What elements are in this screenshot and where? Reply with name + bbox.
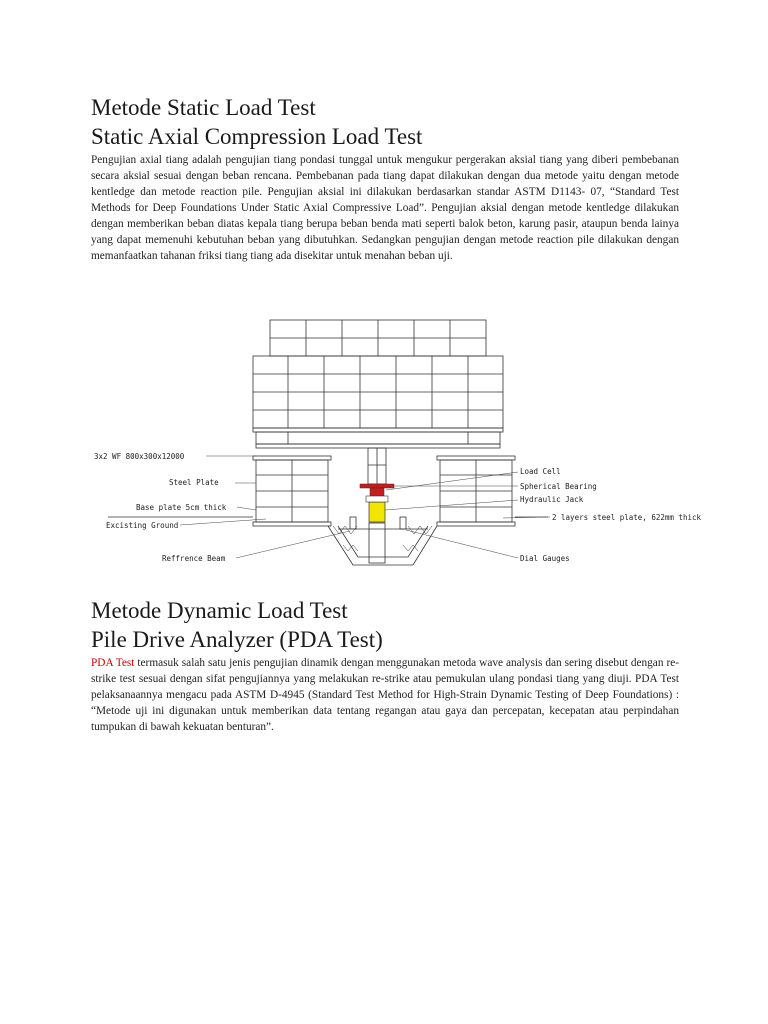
label-reference-beam: Reffrence Beam: [162, 554, 226, 563]
kentledge-load-test-diagram: [88, 305, 702, 585]
label-load-cell: Load Cell: [520, 467, 561, 476]
excavation-pit: [328, 526, 437, 565]
wf-main-beams: [256, 432, 500, 444]
label-hydraulic-jack: Hydraulic Jack: [520, 495, 584, 504]
label-beam: 3x2 WF 800x300x12000: [94, 452, 185, 461]
top-steel-plate: [253, 428, 503, 432]
section-heading-dynamic: Metode Dynamic Load Test: [91, 598, 348, 623]
pda-test-link[interactable]: PDA Test: [91, 657, 135, 669]
static-test-paragraph: Pengujian axial tiang adalah pengujian tiang pondasi tunggal untuk mengukur pergerakan aksial tiang yang diberi pembebanan secara aksial sesuai dengan beban rencana. Pembebanan pada tiang dapat dilakukan dengan dua metode yaitu dengan metode kentledge dan metode reaction pile. Pengujian aksial ini dilakukan berdasarkan standar ASTM D1143- 07, “Standard Test Methods for Deep Foundations Under Static Axial Compressive Load”. Pengujian aksial dengan metode kentledge dilakukan dengan memberikan beban diatas kepala tiang berupa beban benda mati seperti balok beton, karung pasir, ataupun benda lainya yang dapat memenuhi kebutuhan beban yang dibutuhkan. Sedangkan pengujian dengan metode reaction pile dilakukan dengan memanfaatkan tahanan friksi tiang tiang ada disekitar untuk menahan beban uji.: [91, 154, 679, 262]
label-existing-ground: Excisting Ground: [106, 521, 179, 530]
label-spherical-bearing: Spherical Bearing: [520, 482, 597, 491]
hydraulic-jack: [369, 502, 385, 522]
pda-test-paragraph-text: termasuk salah satu jenis pengujian dinamik dengan menggunakan metoda wave analysis dan sering disebut dengan re-strike test sesuai dengan sifat pengujiannya yang melakukan re-strike atau pemukulan ulang pondasi tiang yang diuji. PDA Test pelaksanaannya mengacu pada ASTM D-4945 (Standard Test Method for High-Strain Dynamic Testing of Deep Foundations) : “Metode uji ini digunakan untuk memberikan data tentang regangan atau gaya dan percepatan, kecepatan atau perpindahan tumpukan di bawah kekuatan benturan”.: [91, 657, 679, 733]
label-steel-plate: Steel Plate: [169, 478, 219, 487]
section-subheading-static: Static Axial Compression Load Test: [91, 124, 423, 149]
label-dial-gauges: Dial Gauges: [520, 554, 570, 563]
label-base-plate: Base plate 5cm thick: [136, 503, 227, 512]
section-subheading-dynamic: Pile Drive Analyzer (PDA Test): [91, 627, 383, 652]
section-heading-static: Metode Static Load Test: [91, 95, 316, 120]
pda-test-paragraph: [91, 655, 679, 735]
load-cell: [370, 488, 384, 496]
label-steel-plate-layers: 2 layers steel plate, 622mm thick: [552, 513, 702, 522]
spherical-bearing: [360, 484, 394, 488]
